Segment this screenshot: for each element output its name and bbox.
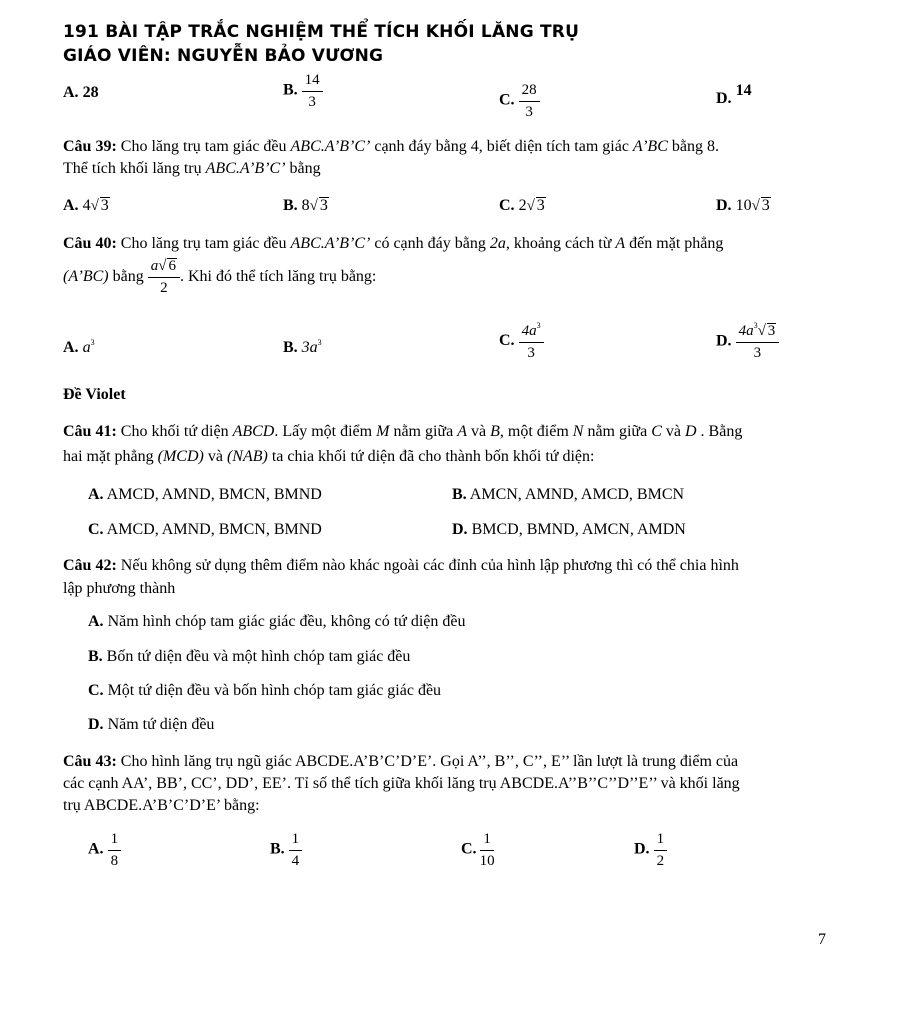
q43-stem-line2: các cạnh AA’, BB’, CC’, DD’, EE’. Tỉ số thể tích giữa khối lăng trụ ABCDE.A’’B’’C’’D’’E’’ và khối lăng [63, 775, 740, 792]
q41-option-c: C. AMCD, AMND, BMCN, BMND [88, 521, 322, 538]
q40-option-b: B. $3a^3$ [283, 338, 322, 356]
document-title: 191 BÀI TẬP TRẮC NGHIỆM THỂ TÍCH KHỐI LĂNG TRỤ [63, 22, 580, 42]
page-number: 7 [818, 931, 826, 948]
q43-stem-line3: trụ ABCDE.A’B’C’D’E’ bằng: [63, 797, 260, 814]
q38-option-c: C. $\frac{28}{3}$ [499, 82, 540, 120]
fraction: $\frac{4a^3}{3}$ [519, 322, 544, 361]
fraction: $\frac{1}{8}$ [108, 831, 122, 869]
q39-option-d: D. 10√ 3 [716, 197, 770, 214]
fraction: $\frac{1}{4}$ [289, 831, 303, 869]
q40-option-a: A. $a^3$ [63, 338, 95, 356]
q42-stem-line1: Câu 42: Nếu không sử dụng thêm điểm nào khác ngoài các đỉnh của hình lập phương thì có thể chia hình [63, 557, 739, 574]
q43-option-b: B. $\frac{1}{4}$ [270, 831, 302, 869]
q42-stem-line2: lập phương thành [63, 580, 176, 597]
q40-stem-line2: (A’BC) bằng $\frac{a√ 6}{2}$ . Khi đó thể tích lăng trụ bằng: [63, 258, 377, 296]
fraction: $\frac{1}{10}$ [479, 831, 495, 869]
q40-stem-line1: Câu 40: Cho lăng trụ tam giác đều ABC.A’B’C’ có cạnh đáy bằng 2a, khoảng cách từ A đến mặt phẳng [63, 235, 724, 252]
fraction: $\frac{4a^3√ 3}{3}$ [736, 322, 780, 361]
q39-stem-line1: Câu 39: Cho lăng trụ tam giác đều ABC.A’B’C’ cạnh đáy bằng 4, biết diện tích tam giác A’BC bằng 8. [63, 138, 719, 155]
q41-option-b: B. AMCN, AMND, AMCD, BMCN [452, 486, 685, 503]
fraction: $\frac{a√ 6}{2}$ [148, 258, 180, 296]
fraction: $\frac{28}{3}$ [519, 82, 540, 120]
section-heading: Đề Violet [63, 386, 126, 403]
fraction: $\frac{14}{3}$ [302, 72, 323, 110]
teacher-name: GIÁO VIÊN: NGUYỄN BẢO VƯƠNG [63, 46, 384, 66]
q43-option-c: C. $\frac{1}{10}$ [461, 831, 498, 869]
q39-option-b: B. 8√ 3 [283, 197, 328, 214]
q42-option-a: A. Năm hình chóp tam giác giác đều, không có tứ diện đều [88, 613, 466, 630]
q41-option-d: D. BMCD, BMND, AMCN, AMDN [452, 521, 686, 538]
q43-option-d: D. $\frac{1}{2}$ [634, 831, 667, 869]
q42-option-c: C. Một tứ diện đều và bốn hình chóp tam giác giác đều [88, 682, 442, 699]
q43-stem-line1: Câu 43: Cho hình lăng trụ ngũ giác ABCDE.A’B’C’D’E’. Gọi A’’, B’’, C’’, E’’ lần lượt là trung điểm của [63, 753, 739, 770]
q41-stem-line1: Câu 41: Cho khối tứ diện ABCD. Lấy một điểm M nằm giữa A và B, một điểm N nằm giữa C và D . Bằng [63, 423, 743, 440]
q40-option-c: C. $\frac{4a^3}{3}$ [499, 322, 544, 361]
q42-option-d: D. Năm tứ diện đều [88, 716, 215, 733]
q38-option-d: D. 14 [716, 82, 752, 107]
q43-option-a: A. $\frac{1}{8}$ [88, 831, 121, 869]
q39-option-c: C. 2√ 3 [499, 197, 545, 214]
q38-option-b: B. $\frac{14}{3}$ [283, 72, 323, 110]
q41-option-a: A. AMCD, AMND, BMCN, BMND [88, 486, 322, 503]
q39-stem-line2: Thể tích khối lăng trụ ABC.A’B’C’ bằng [63, 160, 321, 177]
q38-option-a: A. 28 [63, 84, 99, 101]
q41-stem-line2: hai mặt phẳng (MCD) và (NAB) ta chia khối tứ diện đã cho thành bốn khối tứ diện: [63, 448, 595, 465]
q42-option-b: B. Bốn tứ diện đều và một hình chóp tam giác đều [88, 648, 411, 665]
q39-option-a: A. 4√ 3 [63, 197, 109, 214]
q40-option-d: D. $\frac{4a^3√ 3}{3}$ [716, 322, 779, 361]
fraction: $\frac{1}{2}$ [654, 831, 668, 869]
